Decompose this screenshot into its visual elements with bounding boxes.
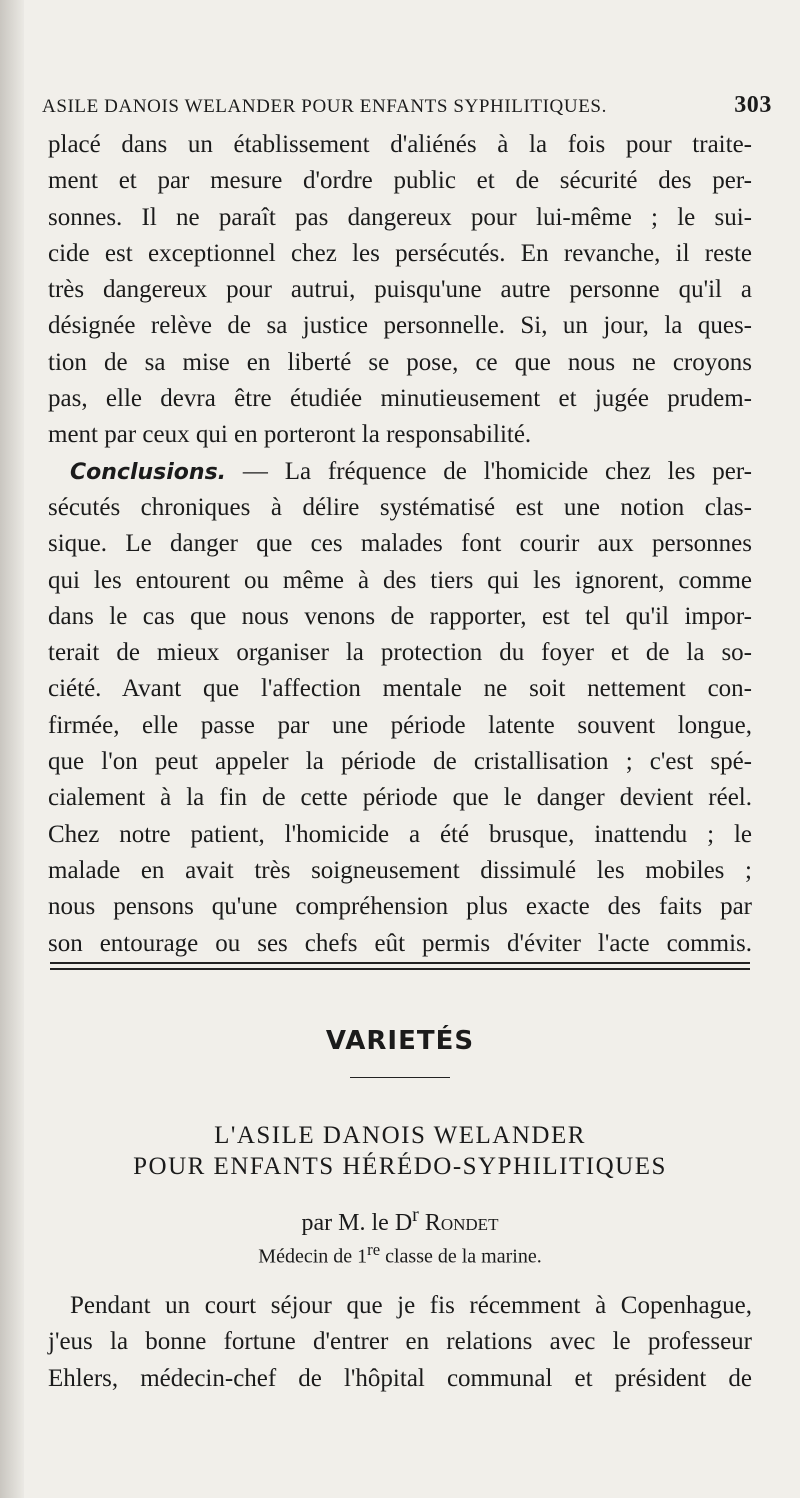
text-line: sique. Le danger que ces malades font courir aux personnes [48, 530, 752, 558]
section-divider-rule-top [50, 962, 750, 964]
text-line: j'eus la bonne fortune d'entrer en relations avec le professeur [48, 1328, 752, 1356]
author-name: Rondet [424, 1210, 499, 1236]
text-line: Pendant un court séjour que je fis récemment à Copenhague, [70, 1292, 752, 1319]
text-line: dans le cas que nous venons de rapporter, est tel qu'il impor- [48, 602, 752, 630]
page-gutter-shadow [0, 0, 24, 1498]
text-line: pas, elle devra être étudiée minutieusement et jugée prudem- [48, 385, 752, 413]
text-line: cide est exceptionnel chez les persécutés. En revanche, il reste [48, 239, 752, 267]
author-affiliation [0, 1240, 800, 1269]
byline-prefix: par M. le D [301, 1210, 413, 1236]
page-number: 303 [734, 92, 772, 118]
text-line: ment par ceux qui en porteront la responsabilité. [48, 421, 532, 449]
section-short-rule [350, 1077, 450, 1078]
affiliation-rest: classe de la marine. [380, 1245, 542, 1268]
text-line: qui les entourent ou même à des tiers qui les ignorent, comme [48, 566, 752, 594]
text-line: Ehlers, médecin-chef de l'hôpital communal et président de [48, 1364, 752, 1392]
text-line: malade en avait très soigneusement dissimulé les mobiles ; [48, 856, 752, 884]
text-line: ciété. Avant que l'affection mentale ne soit nettement con- [48, 675, 752, 703]
text-line: cialement à la fin de cette période que le danger devient réel. [48, 784, 752, 812]
main-text [48, 127, 752, 962]
conclusions-first-line [48, 454, 752, 490]
section-divider-rule-bottom [50, 968, 750, 970]
text-line: sécutés chroniques à délire systématisé est une notion clas- [48, 493, 752, 521]
text-line: terait de mieux organiser la protection du foyer et de la so- [48, 639, 752, 667]
section-title: VARIETÉS [325, 1026, 475, 1056]
text-line: son entourage ou ses chefs eût permis d'éviter l'acte commis. [48, 929, 752, 957]
text-line: nous pensons qu'une compréhension plus exacte des faits par [48, 893, 752, 921]
text-line: placé dans un établissement d'aliénés à la fois pour traite- [48, 131, 752, 158]
running-header [42, 92, 772, 119]
text-line: désignée relève de sa justice personnelle. Si, un jour, la ques- [48, 312, 752, 340]
article-title-line-1: L'ASILE DANOIS WELANDER [214, 1122, 586, 1149]
conclusions-first-line-text: — La fréquence de l'homicide chez les per- [226, 457, 752, 485]
text-line: tion de sa mise en liberté se pose, ce que nous ne croyons [48, 348, 752, 376]
text-line: sonnes. Il ne paraît pas dangereux pour lui-même ; le sui- [48, 203, 752, 231]
text-line: firmée, elle passe par une période latente souvent longue, [48, 711, 752, 739]
running-title: ASILE DANOIS WELANDER POUR ENFANTS SYPHILITIQUES. [42, 96, 607, 117]
byline [0, 1204, 800, 1237]
text-line: Chez notre patient, l'homicide a été brusque, inattendu ; le [48, 820, 752, 848]
affiliation-prefix: Médecin de 1 [258, 1245, 368, 1268]
byline-sup: r [412, 1204, 419, 1226]
article-body [48, 1288, 752, 1397]
article-title-line-2: POUR ENFANTS HÉRÉDO-SYPHILITIQUES [133, 1153, 667, 1180]
text-line: que l'on peut appeler la période de cristallisation ; c'est spé- [48, 748, 752, 776]
text-line: ment et par mesure d'ordre public et de sécurité des per- [48, 167, 752, 195]
affiliation-sup: re [367, 1240, 381, 1259]
conclusions-heading: Conclusions. [70, 459, 227, 485]
text-line: très dangereux pour autrui, puisqu'une autre personne qu'il a [48, 276, 752, 304]
